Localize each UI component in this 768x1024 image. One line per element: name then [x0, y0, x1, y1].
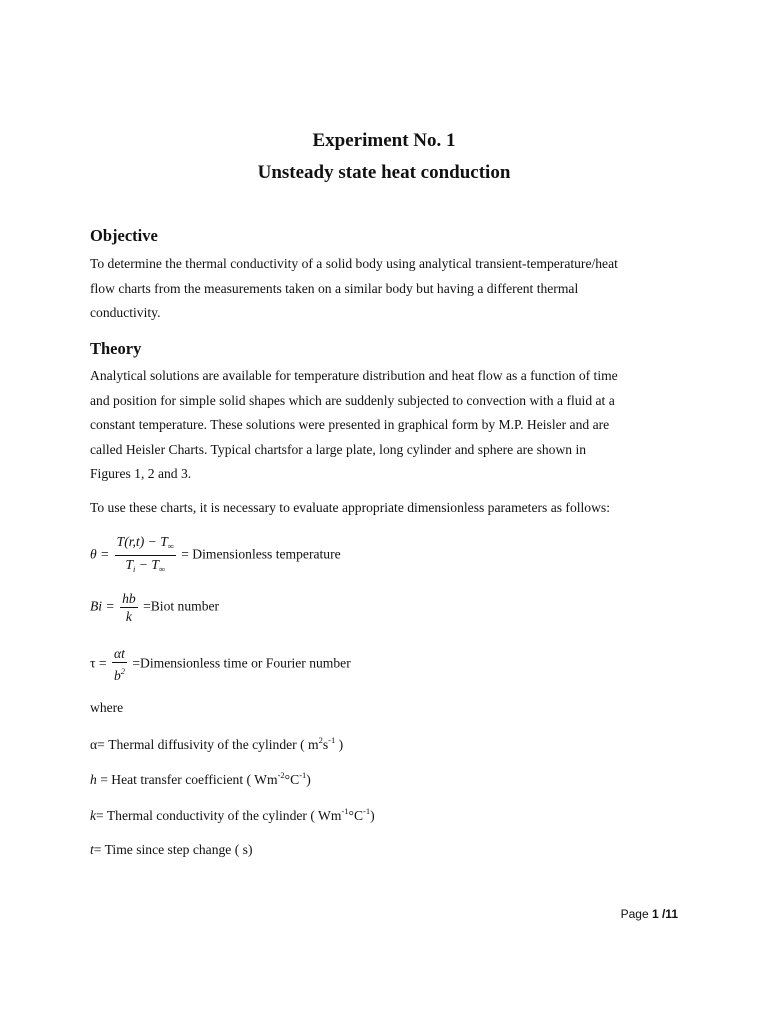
experiment-subtitle: Unsteady state heat conduction — [257, 162, 511, 183]
k-definition: k= Thermal conductivity of the cylinder ( $Wm^{-1}^\circ C^{-1}$) — [90, 806, 375, 823]
fourier-equation — [90, 645, 351, 684]
theta-numerator: $T(r,t) - T_\infty$ — [115, 533, 176, 556]
h-definition: h = Heat transfer coefficient ( $Wm^{-2}^\circ C^{-1}$) — [90, 770, 311, 787]
tau-lhs: τ = — [90, 655, 107, 671]
theory-paragraph — [90, 364, 690, 487]
objective-line: conductivity. — [90, 305, 161, 320]
alpha-definition: α= Thermal diffusivity of the cylinder ( $m^2s^{-1}$ ) — [90, 735, 344, 752]
biot-numerator: hb — [122, 591, 136, 606]
biot-equation — [90, 590, 219, 625]
theory-line: called Heisler Charts. Typical chartsfor a large plate, long cylinder and sphere are shown in — [90, 441, 587, 457]
tau-denominator: $b^2$ — [113, 666, 125, 683]
biot-description: =Biot number — [143, 598, 220, 614]
theory-intro: To use these charts, it is necessary to evaluate appropriate dimensionless parameters as follows: — [90, 500, 610, 515]
theory-line: constant temperature. These solutions were presented in graphical form by M.P. Heisler and are — [90, 417, 610, 432]
where-label: where — [90, 700, 124, 715]
theory-line: Figures 1, 2 and 3. — [90, 466, 192, 481]
objective-paragraph — [90, 252, 690, 326]
page-number: Page 1 /11 — [620, 907, 678, 921]
experiment-title: Experiment No. 1 — [312, 130, 456, 151]
biot-lhs: Bi = — [90, 598, 115, 614]
biot-fraction — [120, 590, 138, 625]
tau-description: =Dimensionless time or Fourier number — [132, 655, 351, 671]
theory-line: Analytical solutions are available for temperature distribution and heat flow as a function of time — [90, 368, 618, 383]
tau-fraction — [112, 645, 127, 684]
objective-line: flow charts from the measurements taken on a similar body but having a different thermal — [90, 280, 579, 296]
objective-line: To determine the thermal conductivity of a solid body using analytical transient-temperature/heat — [90, 256, 618, 271]
tau-numerator: αt — [112, 645, 127, 663]
theory-heading: Theory — [90, 339, 142, 358]
theta-lhs: θ = — [90, 546, 110, 562]
theta-denominator: $T_i - T_\infty$ — [125, 557, 165, 574]
theta-fraction — [115, 533, 176, 578]
objective-heading: Objective — [90, 226, 158, 245]
biot-denominator: k — [125, 609, 132, 624]
theory-line: and position for simple solid shapes which are suddenly subjected to convection with a fluid at a — [90, 392, 615, 408]
theta-equation — [90, 533, 341, 578]
t-definition: t= Time since step change ( s) — [90, 842, 253, 857]
theta-description: = Dimensionless temperature — [181, 546, 341, 562]
